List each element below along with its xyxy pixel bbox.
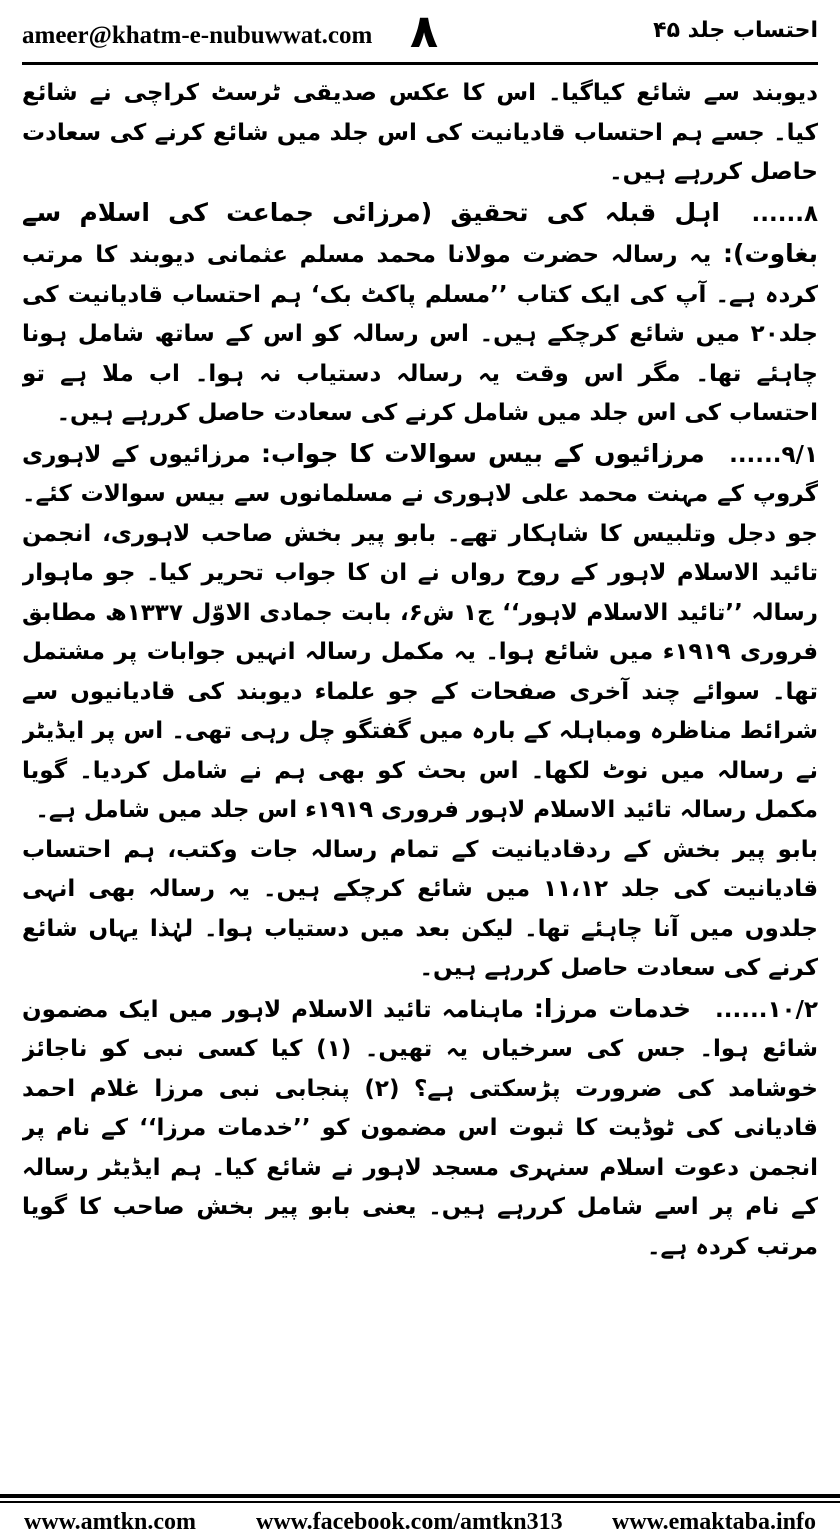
page-number: ۸	[410, 4, 439, 58]
page-body	[22, 74, 818, 1484]
header-rule	[22, 62, 818, 65]
page-footer	[0, 1506, 840, 1540]
page-header	[0, 0, 840, 68]
paragraph-text: یہ رسالہ حضرت مولانا محمد مسلم عثمانی دیوبند کا مرتب کردہ ہے۔ آپ کی ایک کتاب ’’مسلم پاکٹ بک‘ ہم احتساب قادیانیت کی جلد۲۰ میں شائع کرچکے ہیں۔ اس رسالہ کو اس کے ساتھ شامل ہونا چاہئے تھا۔ مگر اس وقت یہ رسالہ دستیاب نہ ہوا۔ اب ملا ہے تو احتساب کی اس جلد میں شامل کرنے کی سعادت حاصل کررہے ہیں۔	[22, 242, 818, 426]
volume-label: احتساب جلد ۴۵	[653, 18, 818, 43]
paragraph-item-10	[22, 989, 818, 1268]
footer-rule	[0, 1494, 840, 1498]
paragraph-item-9	[22, 434, 818, 831]
paragraph-item-8	[22, 193, 818, 434]
footer-link-facebook[interactable]: www.facebook.com/amtkn313	[256, 1509, 563, 1535]
paragraph-text: بابو پیر بخش کے ردقادیانیت کے تمام رسالہ جات وکتب، ہم احتساب قادیانیت کی جلد ۱۱،۱۲ میں شائع کرچکے ہیں۔ یہ رسالہ بھی انہی جلدوں میں آنا چاہئے تھا۔ لیکن بعد میں دستیاب ہوا۔ لہٰذا یہاں شائع کرنے کی سعادت حاصل کررہے ہیں۔	[22, 836, 818, 981]
paragraph-text: ماہنامہ تائید الاسلام لاہور میں ایک مضمون شائع ہوا۔ جس کی سرخیاں یہ تھیں۔ (۱) کیا کسی نبی کو ناجائز خوشامد کی ضرورت پڑسکتی ہے؟ (۲) پنجابی نبی مرزا غلام احمد قادیانی کی ٹوڈیت کا ثبوت اس مضمون کو ’’خدمات مرزا‘‘ کے نام پر انجمن دعوت اسلام سنہری مسجد لاہور نے شائع کیا۔ ہم ایڈیٹر رسالہ کے نام پر اسے شامل کررہے ہیں۔ یعنی بابو پیر بخش صاحب کا گویا مرتب کردہ ہے۔	[22, 996, 818, 1260]
paragraph-babu-pir-bakhsh	[22, 831, 818, 989]
item-heading: مرزائیوں کے بیس سوالات کا جواب:	[260, 438, 705, 468]
footer-link-emaktaba[interactable]: www.emaktaba.info	[611, 1509, 816, 1535]
paragraph-text: مرزائیوں کے لاہوری گروپ کے مہنت محمد علی لاہوری نے مسلمانوں سے بیس سوالات کئے۔ جو دجل وتلبیس کا شاہکار تھے۔ بابو پیر بخش صاحب لاہوری، انجمن تائید الاسلام لاہور کے روح رواں نے ان کا جواب تحریر کیا۔ جو ماہوار رسالہ ’’تائید الاسلام لاہور‘‘ ج۱ ش۶، بابت جمادی الاوّل ۱۳۳۷ھ مطابق فروری ۱۹۱۹ء میں شائع ہوا۔ یہ مکمل رسالہ انہیں جوابات پر مشتمل تھا۔ سوائے چند آخری صفحات کے جو علماء دیوبند کی قادیانیوں سے شرائط مناظرہ ومباہلہ کے بارہ میں گفتگو چل رہی تھی۔ اس پر ایڈیٹر نے رسالہ میں نوٹ لکھا۔ اس بحث کو بھی ہم نے شامل کردیا۔ گویا مکمل رسالہ تائید الاسلام لاہور فروری ۱۹۱۹ء اس جلد میں شامل ہے۔	[22, 441, 818, 823]
item-heading: اہل قبلہ کی تحقیق (مرزائی جماعت کی اسلام سے بغاوت):	[22, 197, 818, 268]
item-number: ۸......	[751, 200, 818, 227]
paragraph-text: دیوبند سے شائع کیاگیا۔ اس کا عکس صدیقی ٹرسٹ کراچی نے شائع کیا۔ جسے ہم احتساب قادیانیت کی اس جلد میں شائع کرنے کی سعادت حاصل کررہے ہیں۔	[22, 80, 818, 185]
paragraph-intro	[22, 74, 818, 193]
footer-link-amtkn[interactable]: www.amtkn.com	[24, 1509, 196, 1535]
item-number: ۹/۱......	[729, 441, 818, 468]
item-heading: خدمات مرزا:	[533, 993, 692, 1023]
item-number: ۱۰/۲......	[715, 996, 818, 1023]
footer-rule-thin	[0, 1501, 840, 1503]
header-email: ameer@khatm-e-nubuwwat.com	[22, 22, 373, 49]
